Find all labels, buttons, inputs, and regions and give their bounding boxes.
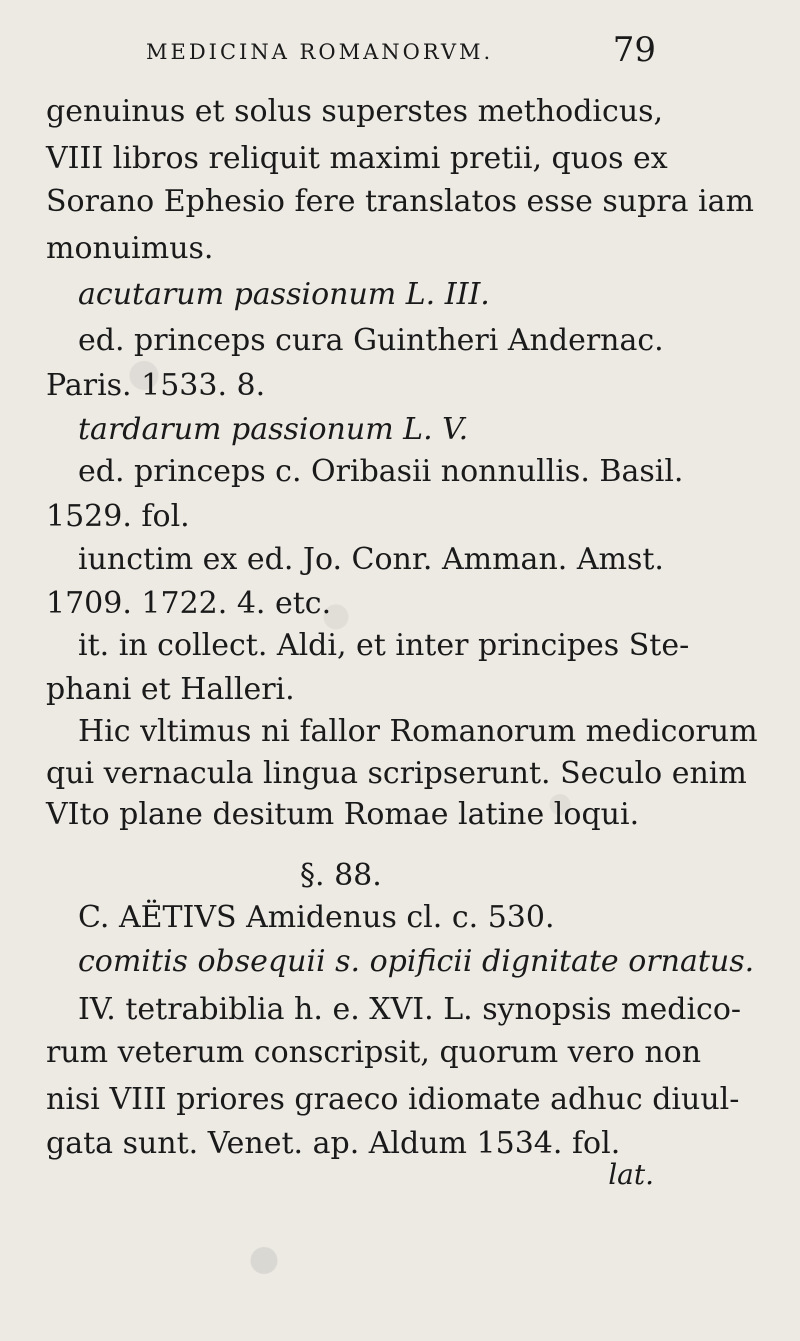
text-line: qui vernacula lingua scripserunt. Seculo enim (46, 756, 747, 791)
section-heading: §. 88. (300, 858, 382, 893)
page-number: 79 (612, 30, 656, 70)
text-line: Paris. 1533. 8. (46, 368, 266, 403)
work-title: tardarum passionum L. V. (78, 412, 469, 447)
text-line: VIII libros reliquit maximi pretii, quos ex (46, 141, 668, 176)
text-line: 1709. 1722. 4. etc. (46, 586, 332, 621)
text-line: gata sunt. Venet. ap. Aldum 1534. fol. (46, 1126, 621, 1161)
running-title: MEDICINA ROMANORVM. (146, 40, 494, 64)
author-heading: C. AËTIVS Amidenus cl. c. 530. (78, 900, 555, 935)
text-line: phani et Halleri. (46, 672, 295, 707)
text-line: Hic vltimus ni fallor Romanorum medicorum (78, 714, 758, 749)
text-line: ed. princeps cura Guintheri Andernac. (78, 323, 664, 358)
text-line: genuinus et solus superstes methodicus, (46, 94, 664, 129)
text-line: nisi VIII priores graeco idiomate adhuc diuul- (46, 1082, 740, 1117)
text-line: comitis obsequii s. opificii dignitate ornatus. (78, 944, 755, 979)
text-line: ed. princeps c. Oribasii nonnullis. Basil. (78, 454, 684, 489)
text-line: VIto plane desitum Romae latine loqui. (46, 797, 640, 832)
work-title: acutarum passionum L. III. (78, 277, 490, 312)
text-line: iunctim ex ed. Jo. Conr. Amman. Amst. (78, 542, 664, 577)
catchword: lat. (608, 1158, 654, 1191)
text-line: IV. tetrabiblia h. e. XVI. L. synopsis medico- (78, 992, 742, 1027)
text-line: monuimus. (46, 231, 214, 266)
text-line: it. in collect. Aldi, et inter principes Ste- (78, 628, 690, 663)
text-line: 1529. fol. (46, 499, 190, 534)
page-header (146, 30, 656, 80)
text-line: rum veterum conscripsit, quorum vero non (46, 1035, 702, 1070)
text-line: Sorano Ephesio fere translatos esse supra iam (46, 184, 754, 219)
